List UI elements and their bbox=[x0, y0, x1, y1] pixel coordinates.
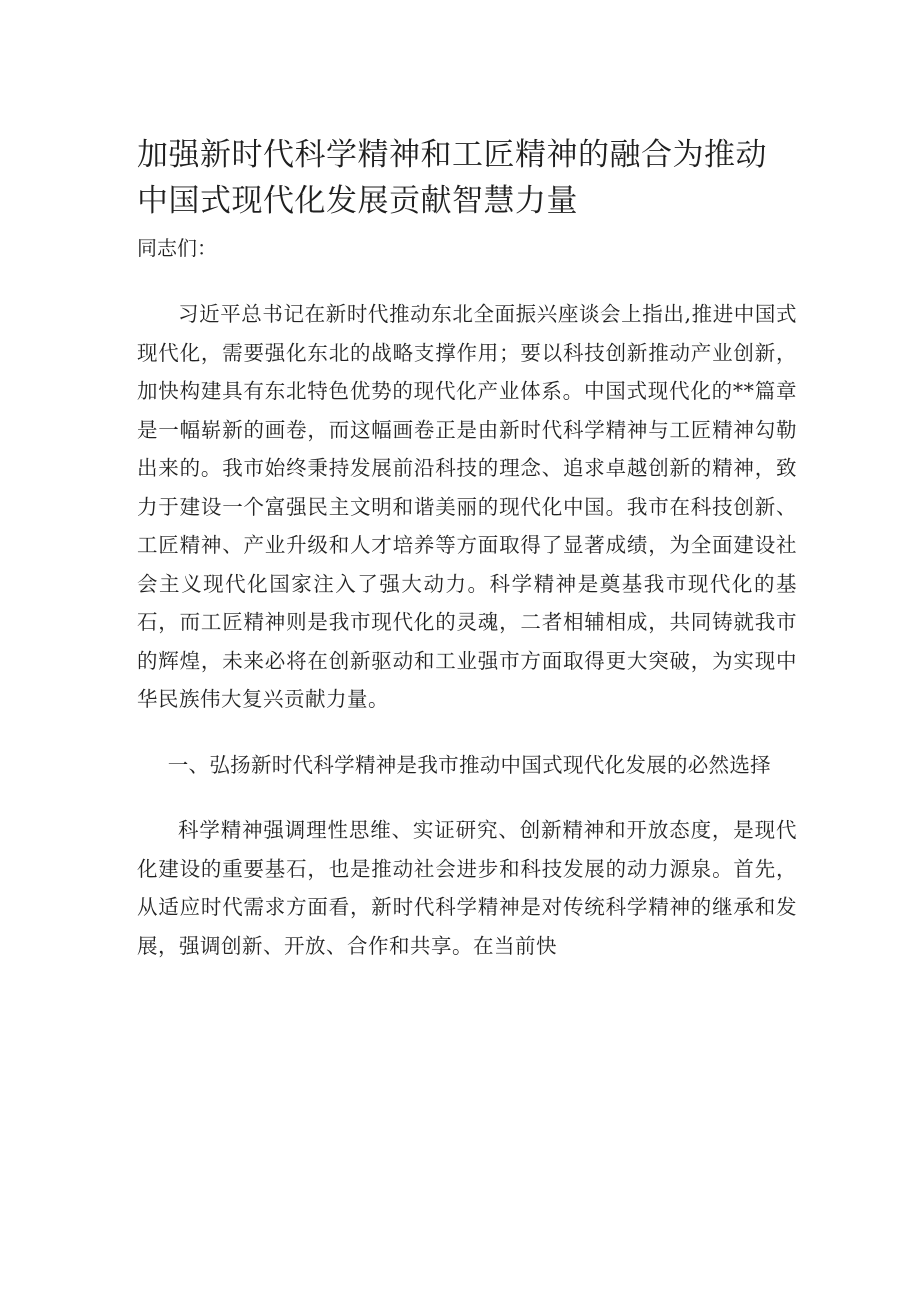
section-paragraph: 科学精神强调理性思维、实证研究、创新精神和开放态度，是现代化建设的重要基石，也是推动社会进步和科技发展的动力源泉。首先，从适应时代需求方面看，新时代科学精神是对传统科学精神的继承和发展，强调创新、开放、合作和共享。在当前快 bbox=[137, 818, 797, 958]
greeting: 同志们： bbox=[137, 236, 217, 260]
section-heading: 一、弘扬新时代科学精神是我市推动中国式现代化发展的必然选择 bbox=[167, 752, 771, 777]
document-title: 加强新时代科学精神和工匠精神的融合为推动中国式现代化发展贡献智慧力量 bbox=[137, 137, 767, 219]
document-content bbox=[137, 132, 797, 965]
intro-paragraph: 习近平总书记在新时代推动东北全面振兴座谈会上指出,推进中国式现代化，需要强化东北的战略支撑作用；要以科技创新推动产业创新，加快构建具有东北特色优势的现代化产业体系。中国式现代化的**篇章是一幅崭新的画卷，而这幅画卷正是由新时代科学精神与工匠精神勾勒出来的。我市始终秉持发展前沿科技的理念、追求卓越创新的精神，致力于建设一个富强民主文明和谐美丽的现代化中国。我市在科技创新、工匠精神、产业升级和人才培养等方面取得了显著成绩，为全面建设社会主义现代化国家注入了强大动力。科学精神是奠基我市现代化的基石，而工匠精神则是我市现代化的灵魂，二者相辅相成，共同铸就我市的辉煌，未来必将在创新驱动和工业强市方面取得更大突破，为实现中华民族伟大复兴贡献力量。 bbox=[137, 302, 797, 711]
